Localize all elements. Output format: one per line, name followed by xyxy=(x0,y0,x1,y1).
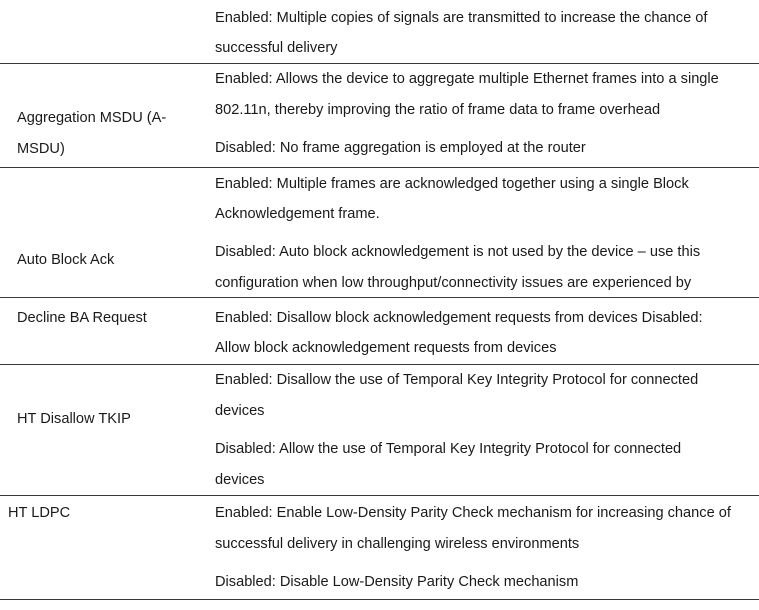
row-label-ht-disallow-tkip: HT Disallow TKIP xyxy=(17,411,131,427)
row-divider xyxy=(0,63,759,64)
row-label-aggregation-msdu-cont: MSDU) xyxy=(17,141,65,157)
row-description-line: Enabled: Allows the device to aggregate multiple Ethernet frames into a single xyxy=(215,71,719,87)
row-description-line: Enabled: Enable Low-Density Parity Check mechanism for increasing chance of xyxy=(215,505,731,521)
row-description-line: Enabled: Disallow the use of Temporal Key Integrity Protocol for connected xyxy=(215,372,699,388)
row-divider xyxy=(0,495,759,496)
row-description-line: Enabled: Multiple copies of signals are transmitted to increase the chance of xyxy=(215,10,708,26)
row-divider xyxy=(0,364,759,365)
row-description-line: Disabled: Auto block acknowledgement is not used by the device – use this xyxy=(215,244,701,260)
row-description-line: Disabled: Disable Low-Density Parity Check mechanism xyxy=(215,574,579,590)
row-description-line: successful delivery xyxy=(215,40,338,56)
row-divider xyxy=(0,297,759,298)
row-divider xyxy=(0,599,759,600)
row-description-line: configuration when low throughput/connectivity issues are experienced by xyxy=(215,275,692,291)
row-description-line: successful delivery in challenging wireless environments xyxy=(215,536,580,552)
row-label-aggregation-msdu: Aggregation MSDU (A- xyxy=(17,110,167,126)
row-description-line: 802.11n, thereby improving the ratio of frame data to frame overhead xyxy=(215,102,661,118)
row-description-line: Enabled: Disallow block acknowledgement requests from devices Disabled: xyxy=(215,310,703,326)
row-label-decline-ba-request: Decline BA Request xyxy=(17,310,147,326)
row-description-line: Allow block acknowledgement requests from devices xyxy=(215,340,557,356)
row-description-line: Enabled: Multiple frames are acknowledged together using a single Block xyxy=(215,176,689,192)
row-description-line: devices xyxy=(215,403,265,419)
row-label-auto-block-ack: Auto Block Ack xyxy=(17,252,115,268)
row-label-ht-ldpc: HT LDPC xyxy=(8,505,71,521)
row-description-line: Disabled: Allow the use of Temporal Key Integrity Protocol for connected xyxy=(215,441,682,457)
row-description-line: devices xyxy=(215,472,265,488)
row-description-line: Acknowledgement frame. xyxy=(215,206,380,222)
row-divider xyxy=(0,167,759,168)
row-description-line: Disabled: No frame aggregation is employed at the router xyxy=(215,140,586,156)
